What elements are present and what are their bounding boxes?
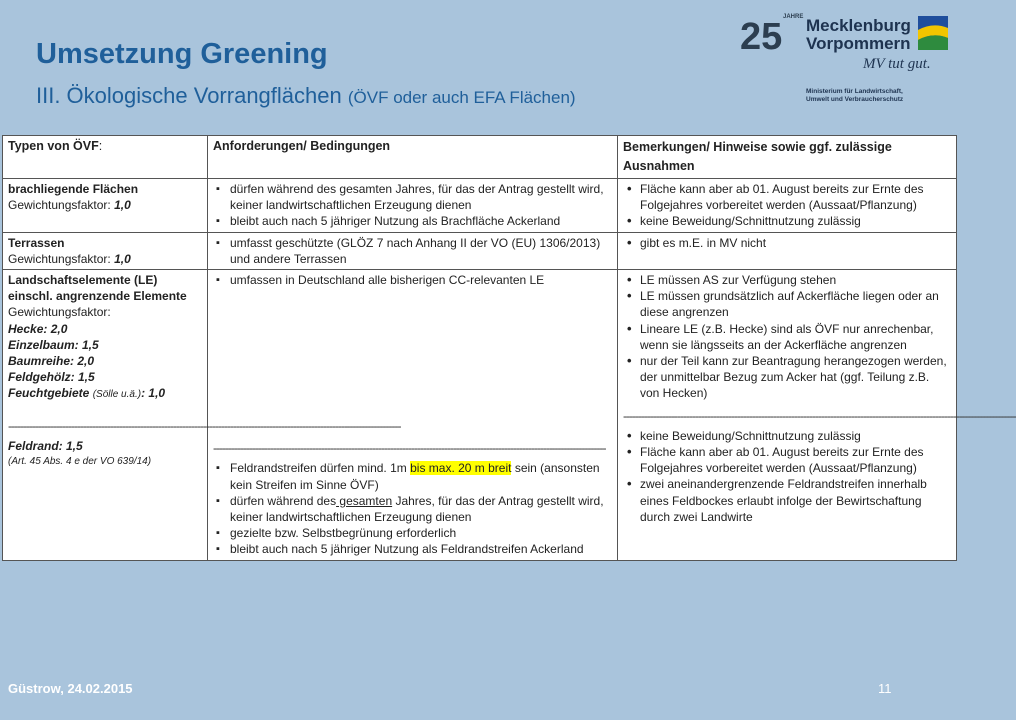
underlined-gesamten: gesamten xyxy=(336,493,393,508)
list-item: • Fläche kann aber ab 01. August bereits zur Ernte des Folgejahres vorbereitet werden (Aussaat/Pflanzung) xyxy=(623,181,951,213)
table-row xyxy=(3,179,957,233)
greening-table xyxy=(2,135,1016,561)
req-fr2-b: Jahres, für das der Antrag gestellt wird, keiner landwirtschaftlichen Erzeugung dienen xyxy=(230,493,604,525)
row3-feucht-value: : 1,0 xyxy=(141,386,166,401)
row3-notes xyxy=(618,270,1016,561)
logo-state-line2: Vorpommern xyxy=(806,34,911,53)
logo-slogan: MV tut gut. xyxy=(863,56,931,72)
ministry-line2: Umwelt und Verbraucherschutz xyxy=(806,96,904,103)
row1-factor-value: 1,0 xyxy=(114,198,131,213)
list-item: ▪ bleibt auch nach 5 jähriger Nutzung als Feldrandstreifen Ackerland xyxy=(213,541,612,557)
highlighted-width: bis max. 20 m breit xyxy=(410,461,512,476)
page-number: 11 xyxy=(878,681,892,696)
divider: ----------------------------------------------------------------------------------------------------------------------------------- xyxy=(213,441,606,456)
req-fr1-b: sein (ansonsten kein Streifen im Sinne ÖVF) xyxy=(230,461,600,492)
row3-name: Landschaftselemente (LE) einschl. angrenzende Elemente xyxy=(8,273,187,304)
header-typen-colon: : xyxy=(98,139,103,153)
subtitle-main: III. Ökologische Vorrangflächen xyxy=(36,83,342,108)
header-bemerkungen: Bemerkungen/ Hinweise sowie ggf. zulässige Ausnahmen xyxy=(618,136,957,179)
row1-requirements xyxy=(208,179,618,233)
logo-25-years: 25 xyxy=(740,16,783,58)
row3-feucht-label: Feuchtgebiete xyxy=(8,386,90,401)
list-item: • LE müssen AS zur Verfügung stehen xyxy=(623,272,951,288)
ministry-name xyxy=(806,88,956,104)
row3-einzelbaum: Einzelbaum: 1,5 xyxy=(8,337,99,352)
row2-factor-value: 1,0 xyxy=(114,251,131,266)
row1-factor xyxy=(8,197,202,213)
header-typen xyxy=(3,136,208,179)
row3-feuchtgebiete xyxy=(8,385,202,403)
row2-requirements xyxy=(208,232,618,269)
row3-factor-label: Gewichtungsfaktor: xyxy=(8,305,111,320)
row2-name: Terrassen xyxy=(8,235,65,250)
table-row xyxy=(3,270,957,561)
row1-factor-label: Gewichtungsfaktor: xyxy=(8,198,111,213)
slide-title: Umsetzung Greening xyxy=(36,38,328,70)
list-item xyxy=(213,460,612,492)
footer-place-date: Güstrow, 24.02.2015 xyxy=(8,681,133,696)
header-anforderungen: Anforderungen/ Bedingungen xyxy=(208,136,618,179)
row2-type xyxy=(3,232,208,269)
list-item: • Lineare LE (z.B. Hecke) sind als ÖVF nur anrechenbar, wenn sie längsseits an der Ackerfläche angrenzen xyxy=(623,321,951,353)
mv-logo xyxy=(738,10,952,110)
table-header-row xyxy=(3,136,957,179)
list-item: ▪ dürfen während des gesamten Jahres, für das der Antrag gestellt wird, keiner landwirtschaftlichen Erzeugung dienen xyxy=(213,181,612,213)
table-row xyxy=(3,232,957,269)
list-item: • keine Beweidung/Schnittnutzung zulässig xyxy=(623,428,951,444)
divider: ----------------------------------------------------------------------------------------------------------------------------------- xyxy=(623,408,1016,423)
row2-factor xyxy=(8,251,202,267)
row2-factor-label: Gewichtungsfaktor: xyxy=(8,251,111,266)
subtitle-small: (ÖVF oder auch EFA Flächen) xyxy=(347,88,576,107)
row3-feucht-note: (Sölle u.ä.) xyxy=(92,389,142,401)
list-item: • Fläche kann aber ab 01. August bereits zur Ernte des Folgejahres vorbereitet werden (Aussaat/Pflanzung) xyxy=(623,444,951,476)
list-item: ▪ bleibt auch nach 5 jähriger Nutzung als Brachfläche Ackerland xyxy=(213,213,612,229)
list-item: • nur der Teil kann zur Beantragung herangezogen werden, der unmittelbar Bezug zum Acker hat (ggf. Teilung z.B. von Hecken) xyxy=(623,353,951,402)
list-item: • zwei aneinandergrenzende Feldrandstreifen innerhalb eines Feldbockes erlaubt infolge der Bewirtschaftung durch zwei Landwirte xyxy=(623,476,951,525)
list-item: ▪ umfassen in Deutschland alle bisherigen CC-relevanten LE xyxy=(213,272,612,288)
row1-name: brachliegende Flächen xyxy=(8,182,139,196)
ministry-line1: Ministerium für Landwirtschaft, xyxy=(806,88,903,95)
row1-type xyxy=(3,179,208,233)
footer-bar xyxy=(0,662,960,720)
list-item xyxy=(213,493,612,525)
row3-feldrand: Feldrand: 1,5 xyxy=(8,438,83,453)
list-item: ▪ gezielte bzw. Selbstbegrünung erforderlich xyxy=(213,525,612,541)
row3-requirements xyxy=(208,270,618,561)
logo-jahre: JAHRE xyxy=(783,14,804,20)
req-fr1-a: Feldrandstreifen dürfen mind. 1m xyxy=(230,461,407,476)
list-item: • keine Beweidung/Schnittnutzung zulässig xyxy=(623,213,951,229)
divider: ----------------------------------------------------------------------------------------------------------------------------------- xyxy=(8,418,401,433)
row3-baumreihe: Baumreihe: 2,0 xyxy=(8,354,95,369)
row3-feldrand-ref: (Art. 45 Abs. 4 e der VO 639/14) xyxy=(8,456,152,468)
header-typen-text: Typen von ÖVF xyxy=(8,139,99,153)
row3-feldgehoelz: Feldgehölz: 1,5 xyxy=(8,370,95,385)
list-item: ▪ umfasst geschützte (GLÖZ 7 nach Anhang II der VO (EU) 1306/2013) und andere Terrassen xyxy=(213,235,612,267)
list-item: • gibt es m.E. in MV nicht xyxy=(623,235,951,251)
req-fr2-a: dürfen während des xyxy=(230,493,337,508)
slide-subtitle xyxy=(36,83,576,109)
list-item: • LE müssen grundsätzlich auf Ackerfläche liegen oder an diese angrenzen xyxy=(623,288,951,320)
row2-notes xyxy=(618,232,957,269)
row1-notes xyxy=(618,179,957,233)
logo-state-line1: Mecklenburg xyxy=(806,16,911,35)
state-flag-icon xyxy=(918,16,948,50)
row3-hecke: Hecke: 2,0 xyxy=(8,321,68,336)
